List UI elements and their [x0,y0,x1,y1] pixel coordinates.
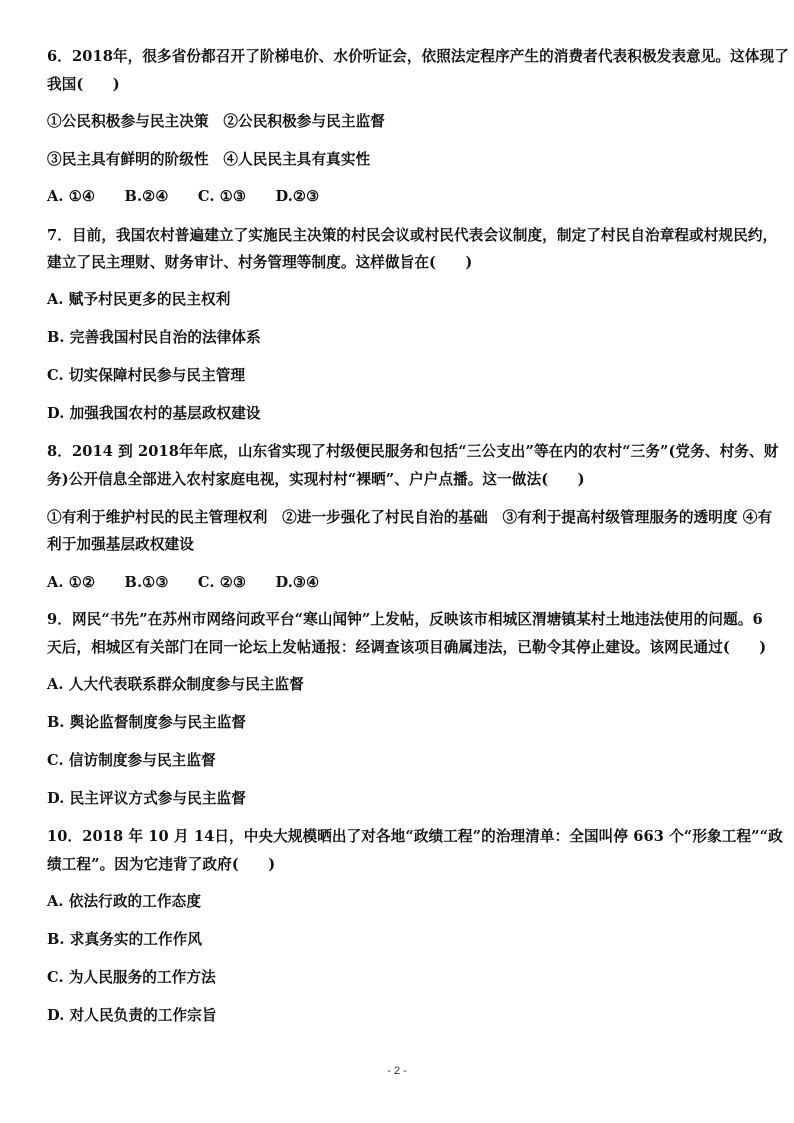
q10-option-b: B. 求真务实的工作作风 [47,931,203,948]
q8-options: A. ①② B.①③ C. ②③ D.③④ [47,574,320,591]
page-number: - 2 - [387,1065,407,1077]
q10-option-a: A. 依法行政的工作态度 [47,893,202,910]
q10-option-c: C. 为人民服务的工作方法 [47,969,216,986]
q7-option-b: B. 完善我国村民自治的法律体系 [47,329,261,346]
q8-stem-line-2: 务)公开信息全部进入农村家庭电视，实现村村“裸晒”、户户点播。这一做法( ) [47,471,585,488]
q9-option-d: D. 民主评议方式参与民主监督 [47,790,246,807]
q6-stem-line-2: 我国( ) [47,76,120,93]
q8-stem-line-1: 8．2014 到 2018年年底，山东省实现了村级便民服务和包括“三公支出”等在内的农村“三务”(党务、村务、财 [47,443,779,460]
q7-option-a: A. 赋予村民更多的民主权利 [47,291,231,308]
q10-stem-line-2: 绩工程”。因为它违背了政府( ) [47,856,276,873]
q10-stem-line-1: 10．2018 年 10 月 14日，中央大规模晒出了对各地“政绩工程”的治理清单：全国叫停 663 个“形象工程”“政 [47,828,783,845]
q6-options: A. ①④ B.②④ C. ①③ D.②③ [47,188,320,205]
q9-option-a: A. 人大代表联系群众制度参与民主监督 [47,676,304,693]
q6-statement-1: ①公民积极参与民主决策 ②公民积极参与民主监督 [47,113,385,130]
q8-statement-2: 利于加强基层政权建设 [47,536,194,553]
q9-option-b: B. 舆论监督制度参与民主监督 [47,714,247,731]
q9-stem-line-2: 天后，相城区有关部门在同一论坛上发帖通报：经调查该项目确属违法，已勒令其停止建设。该网民通过( ) [47,639,767,656]
q6-stem-line-1: 6．2018年，很多省份都召开了阶梯电价、水价听证会，依照法定程序产生的消费者代表积极发表意见。这体现了 [47,48,789,65]
q7-stem-line-2: 建立了民主理财、财务审计、村务管理等制度。这样做旨在( ) [47,254,473,271]
q8-statement-1: ①有利于维护村民的民主管理权利 ②进一步强化了村民自治的基础 ③有利于提高村级管理服务的透明度 ④有 [47,509,773,526]
q7-stem-line-1: 7．目前，我国农村普遍建立了实施民主决策的村民会议或村民代表会议制度，制定了村民自治章程或村规民约， [47,227,778,244]
q9-option-c: C. 信访制度参与民主监督 [47,752,216,769]
q6-statement-2: ③民主具有鲜明的阶级性 ④人民民主具有真实性 [47,151,371,168]
q7-option-c: C. 切实保障村民参与民主管理 [47,367,246,384]
q9-stem-line-1: 9．网民“书先”在苏州市网络问政平台“寒山闻钟”上发帖，反映该市相城区渭塘镇某村土地违法使用的问题。6 [47,611,763,628]
q7-option-d: D. 加强我国农村的基层政权建设 [47,405,261,422]
q10-option-d: D. 对人民负责的工作宗旨 [47,1007,217,1024]
